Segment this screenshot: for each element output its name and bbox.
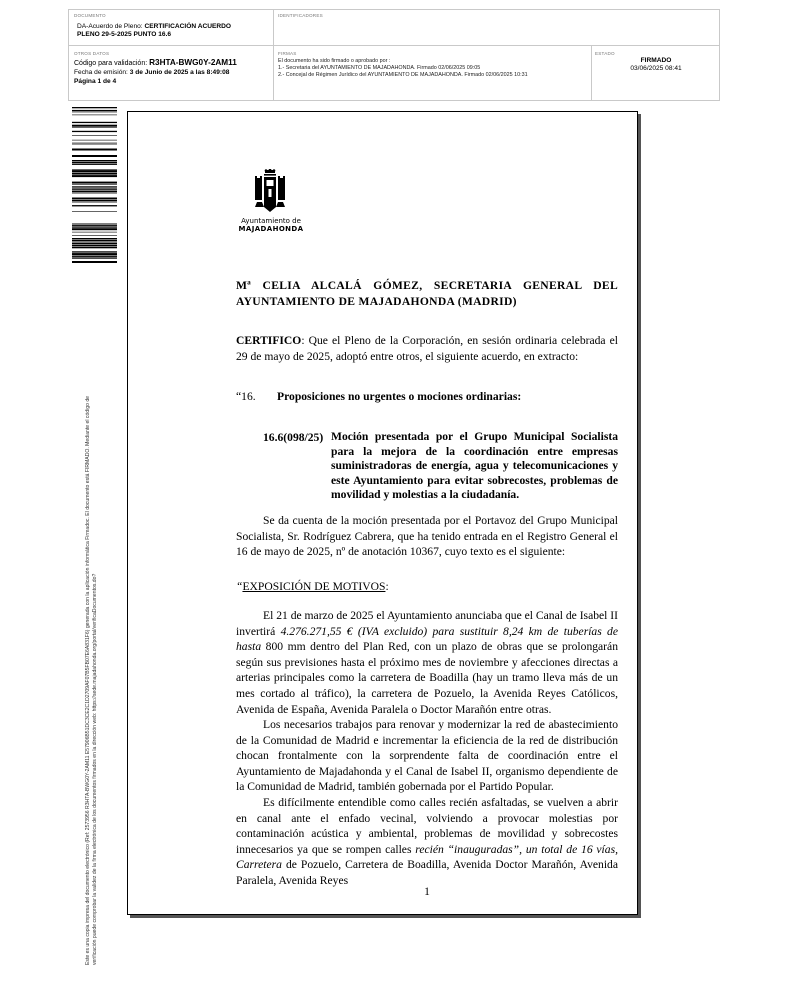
barcode-bar	[72, 198, 117, 200]
barcode-bar	[72, 228, 117, 230]
documento-title	[77, 23, 231, 31]
certifico-text: : Que el Pleno de la Corporación, en sesión ordinaria celebrada el 29 de mayo de 2025, adoptó entre otros, el siguiente acuerdo, en extracto:	[236, 334, 618, 363]
document-title-line2: AYUNTAMIENTO DE MAJADAHONDA (MADRID)	[236, 295, 517, 308]
p2-text-a: El 21 de marzo de 2025 el Ayuntamiento anunciaba que el Canal de Isabel II invertirá	[236, 609, 618, 638]
p2-text-b: 800 mm dentro del Plan Red, con un plazo de obras que se prolongarán según sus previsiones hasta el próximo mes de noviembre y afecciones directas a arterias principales como la carretera de Boadilla (hay un tramo lleva más de un mes cortado al tráfico), la carretera de Pozuelo, la Avenida Reyes Católicos, Avenida de España, Avenida Paralela o Doctor Marañón entre otras.	[236, 640, 618, 716]
barcode-bar	[72, 110, 117, 111]
barcode-bar	[72, 226, 117, 227]
p2-italic: 4.276.271,55 € (IVA excluido) para sustituir 8,24 km de tuberías de hasta	[236, 624, 618, 654]
barcode-bar	[72, 242, 117, 243]
barcode-bar	[72, 160, 117, 161]
paragraph-trabajos: Los necesarios trabajos para renovar y modernizar la red de abastecimiento de la Comunidad de Madrid e incrementar la eficiencia de la red de distribución chocan frontalmente con la sorprendente falta de coordinación entre el Ayuntamiento de Majadahonda y el Canal de Isabel II, organismo dependiente de la Comunidad de Madrid, también gobernada por el Partido Popular.	[236, 718, 618, 794]
p4-italic: recién “inauguradas”, un total de 16 vías, Carretera	[236, 842, 618, 872]
title-line1-text: Mª CELIA ALCALÁ GÓMEZ, SECRETARIA GENERAL DEL	[236, 279, 618, 292]
barcode-bar	[72, 175, 117, 177]
header-divider-h	[68, 45, 720, 46]
barcode-bar	[72, 257, 117, 258]
majadahonda-logo-icon	[252, 169, 288, 213]
documento-bold: CERTIFICACIÓN ACUERDO	[144, 23, 232, 30]
barcode-bar	[72, 155, 117, 157]
barcode-bar	[72, 164, 117, 165]
firma-1: 1.- Secretaria del AYUNTAMIENTO DE MAJADAHONDA. Firmado 02/06/2025 09:05	[278, 65, 481, 71]
logo-line1: Ayuntamiento de	[241, 217, 301, 225]
fecha-prefix: Fecha de emisión:	[74, 69, 130, 76]
barcode-bar	[72, 253, 117, 255]
barcode-bar	[72, 211, 117, 212]
barcode-bar	[72, 144, 117, 145]
barcode-bar	[72, 232, 117, 233]
barcode-bar	[72, 170, 117, 172]
firmas-label: FIRMAS	[278, 51, 297, 56]
barcode-bar	[72, 224, 117, 225]
document-title-line1	[236, 278, 618, 294]
exposicion-colon: :	[385, 580, 389, 593]
side-legal-text-2: verificación puede comprobar la validez de la firma electrónica de los documentos firmados en la dirección web: https://sede.majadahonda.org/portal/verificaDocumentos.do?	[92, 573, 98, 965]
estado-label: ESTADO	[595, 51, 615, 56]
barcode-bar	[72, 131, 117, 132]
codigo-validacion	[74, 59, 237, 68]
barcode-bar	[72, 135, 117, 136]
barcode-bar	[72, 186, 117, 187]
identificadores-label: IDENTIFICADORES	[278, 13, 323, 18]
documento-line2: PLENO 29-5-2025 PUNTO 16.6	[77, 31, 172, 38]
side-legal-text-1: Este es una copia impresa del documento electrónico (Ref: 2573956 R3HTA-BWG0Y-2AM11 E57906B51DC3CE2C1D2709AF07B5FB07E6A831F6) generada con la aplicación informática Firmadoc. El documento está FIRMADO. Mediante el código de	[85, 395, 91, 965]
barcode-bar	[72, 115, 117, 116]
codigo-value: R3HTA-BWG0Y-2AM11	[149, 58, 237, 67]
page-number: 1	[424, 885, 430, 898]
barcode-bar	[72, 205, 117, 206]
firmas-intro: El documento ha sido firmado o aprobado por :	[278, 58, 391, 64]
barcode-bar	[72, 143, 117, 144]
barcode-bar	[72, 182, 117, 184]
barcode-bar	[72, 184, 117, 185]
documento-prefix: DA-Acuerdo de Pleno:	[77, 23, 145, 30]
barcode-bar	[72, 189, 117, 190]
barcode-bar	[72, 125, 117, 127]
barcode-bar	[72, 245, 117, 247]
certifico-bold: CERTIFICO	[236, 334, 302, 347]
paragraph-calles	[236, 795, 618, 889]
subpoint-number: 16.6(098/25)	[263, 431, 324, 444]
pagina-count: Página 1 de 4	[74, 78, 117, 85]
barcode-bar	[72, 127, 117, 128]
subpoint-title: Moción presentada por el Grupo Municipal Socialista para la mejora de la coordinación entre empresas suministradoras de energía, agua y telecomunicaciones y este Ayuntamiento para evitar sobrecostes, problemas de movilidad y molestias a la ciudadanía.	[331, 430, 618, 502]
exposicion-heading	[236, 579, 389, 595]
exposicion-text: EXPOSICIÓN DE MOTIVOS	[242, 580, 386, 593]
barcode-bar	[72, 256, 117, 257]
barcode-bar	[72, 173, 117, 175]
logo-line2: MAJADAHONDA	[238, 225, 304, 233]
fecha-value: 3 de Junio de 2025 a las 8:49:08	[129, 69, 230, 76]
codigo-prefix: Código para validación:	[74, 60, 150, 67]
fecha-emision	[74, 69, 229, 77]
point-title: Proposiciones no urgentes o mociones ordinarias:	[277, 390, 522, 403]
barcode-bar	[72, 225, 117, 226]
point-number: “16.	[236, 390, 256, 403]
paragraph-canal	[236, 608, 618, 717]
barcode-bar	[72, 200, 117, 201]
barcode-bar	[72, 251, 117, 252]
barcode-bar	[72, 240, 117, 241]
barcode-bar	[72, 261, 117, 263]
barcode-bar	[72, 235, 117, 236]
estado-date: 03/06/2025 08:41	[630, 65, 682, 72]
documento-label: DOCUMENTO	[74, 13, 106, 18]
barcode-bar	[72, 247, 117, 248]
barcode-bar	[72, 188, 117, 189]
certifico-paragraph	[236, 333, 618, 364]
barcode-bar	[72, 112, 117, 113]
paragraph-moción: Se da cuenta de la moción presentada por el Portavoz del Grupo Municipal Socialista, Sr. Rodríguez Cabrera, que ha tenido entrada en el Registro General el 16 de mayo de 2025, nº de anotación 10367, cuyo texto es el siguiente:	[236, 514, 618, 559]
barcode-bar	[72, 122, 117, 123]
barcode-bar	[72, 243, 117, 244]
barcode-bar	[72, 149, 117, 151]
exposicion-quote: “	[236, 580, 243, 593]
barcode-bar	[72, 140, 117, 141]
otros-datos-label: OTROS DATOS	[74, 51, 110, 56]
header-divider-v1	[273, 9, 274, 101]
barcode-bar	[72, 191, 117, 192]
barcode-bar	[72, 202, 117, 203]
barcode-bar	[72, 107, 117, 108]
firma-2: 2.- Concejal de Régimen Jurídico del AYUNTAMIENTO DE MAJADAHONDA. Firmado 02/06/2025 10:31	[278, 72, 528, 78]
p4-text-a: Es difícilmente entendible como calles recién asfaltadas, se vuelven a abrir en canal ante el enfado vecinal, volviendo a provocar molestias por contaminación acústica y ambiental, problemas de movilidad y sobrecostes innecesarios ya que se rompen calles	[236, 796, 618, 856]
p4-text-b: de Pozuelo, Carretera de Boadilla, Avenida Doctor Marañón, Avenida Paralela, Avenida Reyes	[236, 858, 618, 887]
barcode-bar	[72, 193, 117, 194]
barcode-bar	[72, 169, 117, 170]
barcode-bar	[72, 238, 117, 239]
barcode	[72, 107, 117, 263]
barcode-bar	[72, 162, 117, 163]
estado-value: FIRMADO	[640, 57, 672, 64]
